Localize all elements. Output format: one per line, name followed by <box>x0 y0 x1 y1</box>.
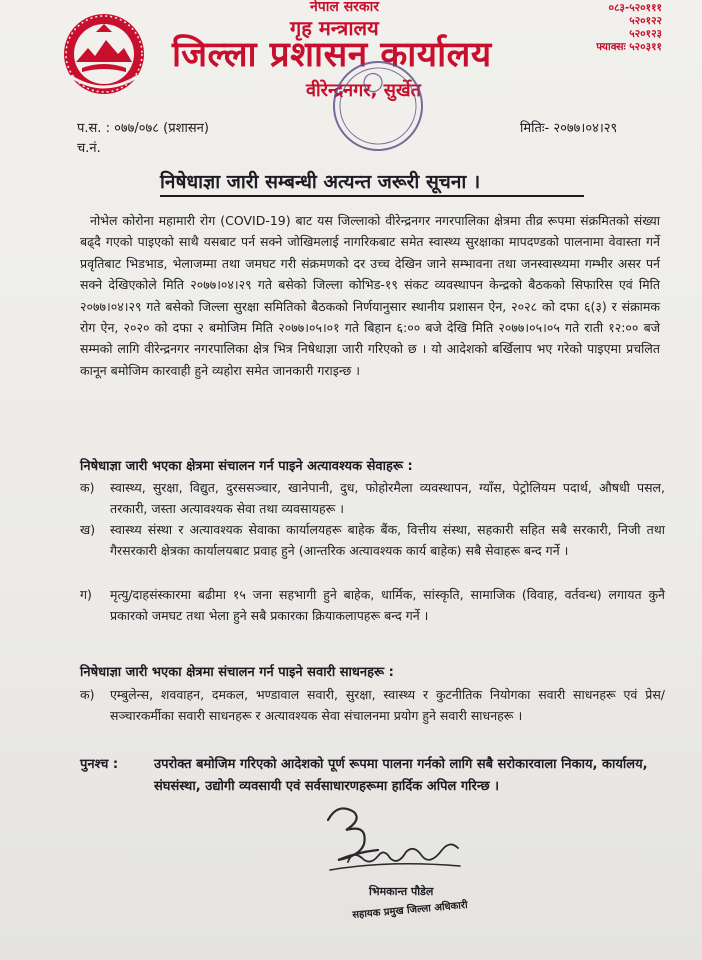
fax-number: फ्याक्सः ५२०३११ <box>596 41 662 53</box>
phone-number: ५२०१२२ <box>629 15 662 27</box>
signatory-title: सहायक प्रमुख जिल्ला अधिकारी <box>351 899 469 922</box>
postscript-text: उपरोक्त बमोजिम गरिएको आदेशको पूर्ण रूपमा पालना गर्नको लागि सबै सरोकारवाला निकाय, कार्यालय, संघसंस्था, उद्योगी व्यवसायी एवं सर्वसाधारणहरूमा हार्दिक अपिल गरिन्छ । <box>154 757 648 794</box>
list-item: क) एम्बुलेन्स, शववाहन, दमकल, भण्डावाल सवारी, सुरक्षा, स्वास्थ्य र कुटनीतिक नियोगका सवारी साधनहरू एवं प्रेस/सञ्चारकर्मीका सवारी साधनहरू र अत्यावश्यक सेवा संचालनमा प्रयोग हुने सवारी साधनहरू । <box>80 687 665 723</box>
reference-number: प.स. : ०७७/०७८ (प्रशासन) <box>77 121 209 136</box>
office-name: जिल्ला प्रशासन कार्यालय <box>172 35 492 75</box>
phone-number: ०८३-५२०१११ <box>608 2 662 14</box>
office-location: वीरेन्द्रनगर, सुर्खेत <box>306 80 421 101</box>
nepal-emblem-icon <box>62 12 146 96</box>
vehicles-heading: निषेधाज्ञा जारी भएका क्षेत्रमा संचालन गर्न पाइने सवारी साधनहरू : <box>80 665 394 680</box>
title-underline <box>160 195 584 197</box>
notice-title: निषेधाज्ञा जारी सम्बन्धी अत्यन्त जरूरी सूचना । <box>160 171 481 193</box>
dispatch-number: च.नं. <box>77 141 101 156</box>
notice-paragraph: नोभेल कोरोना महामारी रोग (COVID-19) बाट यस जिल्लाको वीरेन्द्रनगर नगरपालिका क्षेत्रमा तीव्र रूपमा संक्रमितको संख्या बढ्दै गएको पाइएको साथै यसबाट पर्न सक्ने जोखिमलाई नागरिकबाट समेत स्वास्थ्य सुरक्षाका मापदण्डको पालनामा वेवास्ता गर्ने प्रवृतिबाट भिडभाड, भेलाजम्मा तथा जमघट गरी संक्रमणको दर उच्च देखिन जाने सम्भावना तथा जनस्वास्थ्यमा गम्भीर असर पर्न सक्ने देखिएकोले मिति २०७७।०४।२९ गते बसेको जिल्ला कोभिड-१९ संकट व्यवस्थापन केन्द्रको बैठकको सिफारिस एवं मिति २०७७।०४।२९ गते बसेको जिल्ला सुरक्षा समितिको बैठकको निर्णयानुसार स्थानीय प्रशासन ऐन, २०२८ को दफा ६(३) र संक्रामक रोग ऐन, २०२० को दफा २ बमोजिम मिति २०७७।०५।०१ गते बिहान ६:०० बजे देखि मिति २०७७।०५।०५ गते राती १२:०० बजे सम्मको लागि वीरेन्द्रनगर नगरपालिका क्षेत्र भित्र निषेधाज्ञा जारी गरिएको छ । यो आदेशको बर्खिलाप भए गरेको पाइएमा प्रचलित कानून बमोजिम कारवाही हुने व्यहोरा समेत जानकारी गराइन्छ । <box>80 213 660 378</box>
phone-number: ५२०१२३ <box>629 28 662 40</box>
postscript-label: पुनश्च : <box>80 757 119 772</box>
ministry-name: गृह मन्त्रालय <box>290 16 379 40</box>
government-name: नेपाल सरकार <box>310 0 380 15</box>
list-item: ख) स्वास्थ्य संस्था र अत्यावश्यक सेवाका कार्यालयहरू बाहेक बैंक, वित्तीय संस्था, सहकारी सहित सबै सरकारी, निजी तथा गैरसरकारी क्षेत्रका कार्यालयबाट प्रवाह हुने (आन्तरिक अत्यावश्यक कार्य बाहेक) सबै सेवाहरू बन्द गर्ने । <box>80 522 665 558</box>
office-stamp-icon <box>321 49 435 163</box>
notice-date: मितिः- २०७७।०४।२९ <box>520 121 618 136</box>
postscript <box>80 754 670 797</box>
handwritten-signature <box>318 800 468 880</box>
contact-numbers <box>596 2 662 54</box>
list-item: ग) मृत्यु/दाहसंस्कारमा बढीमा १५ जना सहभागी हुने बाहेक, धार्मिक, सांस्कृति, सामाजिक (विवाह, वर्तवन्ध) लगायत कुनै प्रकारको जमघट तथा भेला हुने सबै प्रकारका क्रियाकलापहरू बन्द गर्ने । <box>80 587 665 623</box>
list-item: क) स्वास्थ्य, सुरक्षा, विद्युत, दुरससञ्चार, खानेपानी, दुध, फोहोरमैला व्यवस्थापन, ग्याँस, पेट्रोलियम पदार्थ, औषधी पसल, तरकारी, जस्ता अत्यावश्यक सेवा तथा व्यवसायहरू । <box>80 480 665 516</box>
signatory-name: भिमकान्त पौडेल <box>369 885 434 898</box>
services-heading: निषेधाज्ञा जारी भएका क्षेत्रमा संचालन गर्न पाइने अत्यावश्यक सेवाहरू : <box>80 459 413 474</box>
